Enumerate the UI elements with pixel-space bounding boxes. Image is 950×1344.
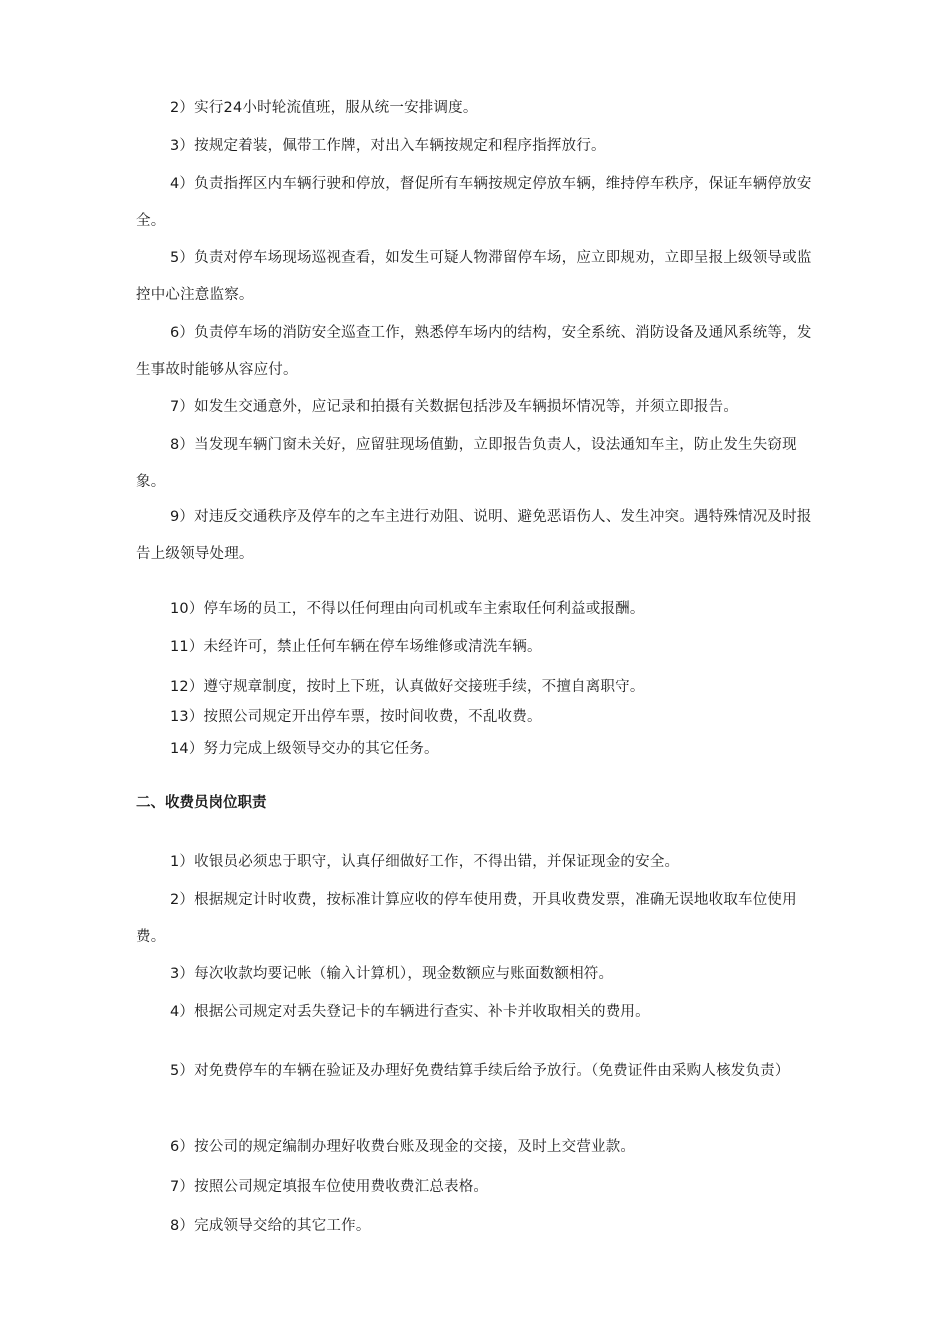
paragraph: 4）负责指挥区内车辆行驶和停放，督促所有车辆按规定停放车辆，维持停车秩序，保证车辆停放安全。 <box>136 176 812 229</box>
paragraph: 5）负责对停车场现场巡视查看，如发生可疑人物滞留停车场，应立即规劝，立即呈报上级领导或监控中心注意监察。 <box>136 250 812 303</box>
paragraph: 1）收银员必须忠于职守，认真仔细做好工作，不得出错，并保证现金的安全。 <box>170 854 680 870</box>
paragraph: 7）如发生交通意外，应记录和拍摄有关数据包括涉及车辆损坏情况等，并须立即报告。 <box>170 399 739 415</box>
paragraph: 6）负责停车场的消防安全巡查工作，熟悉停车场内的结构，安全系统、消防设备及通风系统等，发生事故时能够从容应付。 <box>136 325 812 378</box>
paragraph: 4）根据公司规定对丢失登记卡的车辆进行查实、补卡并收取相关的费用。 <box>170 1004 650 1020</box>
paragraph: 13）按照公司规定开出停车票，按时间收费，不乱收费。 <box>170 709 542 725</box>
section-heading: 二、收费员岗位职责 <box>136 795 267 811</box>
paragraph: 8）当发现车辆门窗未关好，应留驻现场值勤，立即报告负责人，设法通知车主，防止发生失窃现象。 <box>136 437 797 490</box>
paragraph: 9）对违反交通秩序及停车的之车主进行劝阻、说明、避免恶语伤人、发生冲突。遇特殊情况及时报告上级领导处理。 <box>136 509 812 562</box>
paragraph: 10）停车场的员工，不得以任何理由向司机或车主索取任何利益或报酬。 <box>170 601 645 617</box>
paragraph: 11）未经许可，禁止任何车辆在停车场维修或清洗车辆。 <box>170 639 542 655</box>
paragraph: 7）按照公司规定填报车位使用费收费汇总表格。 <box>170 1179 489 1195</box>
paragraph: 14）努力完成上级领导交办的其它任务。 <box>170 741 439 757</box>
paragraph: 3）按规定着装，佩带工作牌，对出入车辆按规定和程序指挥放行。 <box>170 138 606 154</box>
paragraph: 2）根据规定计时收费，按标准计算应收的停车使用费，开具收费发票，准确无误地收取车位使用费。 <box>136 892 797 945</box>
paragraph: 3）每次收款均要记帐（输入计算机），现金数额应与账面数额相符。 <box>170 966 614 982</box>
paragraph: 5）对免费停车的车辆在验证及办理好免费结算手续后给予放行。（免费证件由采购人核发负责） <box>170 1063 790 1079</box>
paragraph: 6）按公司的规定编制办理好收费台账及现金的交接，及时上交营业款。 <box>170 1139 636 1155</box>
paragraph: 12）遵守规章制度，按时上下班，认真做好交接班手续，不擅自离职守。 <box>170 679 645 695</box>
paragraph: 8）完成领导交给的其它工作。 <box>170 1218 371 1234</box>
paragraph: 2）实行24小时轮流值班，服从统一安排调度。 <box>170 100 478 116</box>
